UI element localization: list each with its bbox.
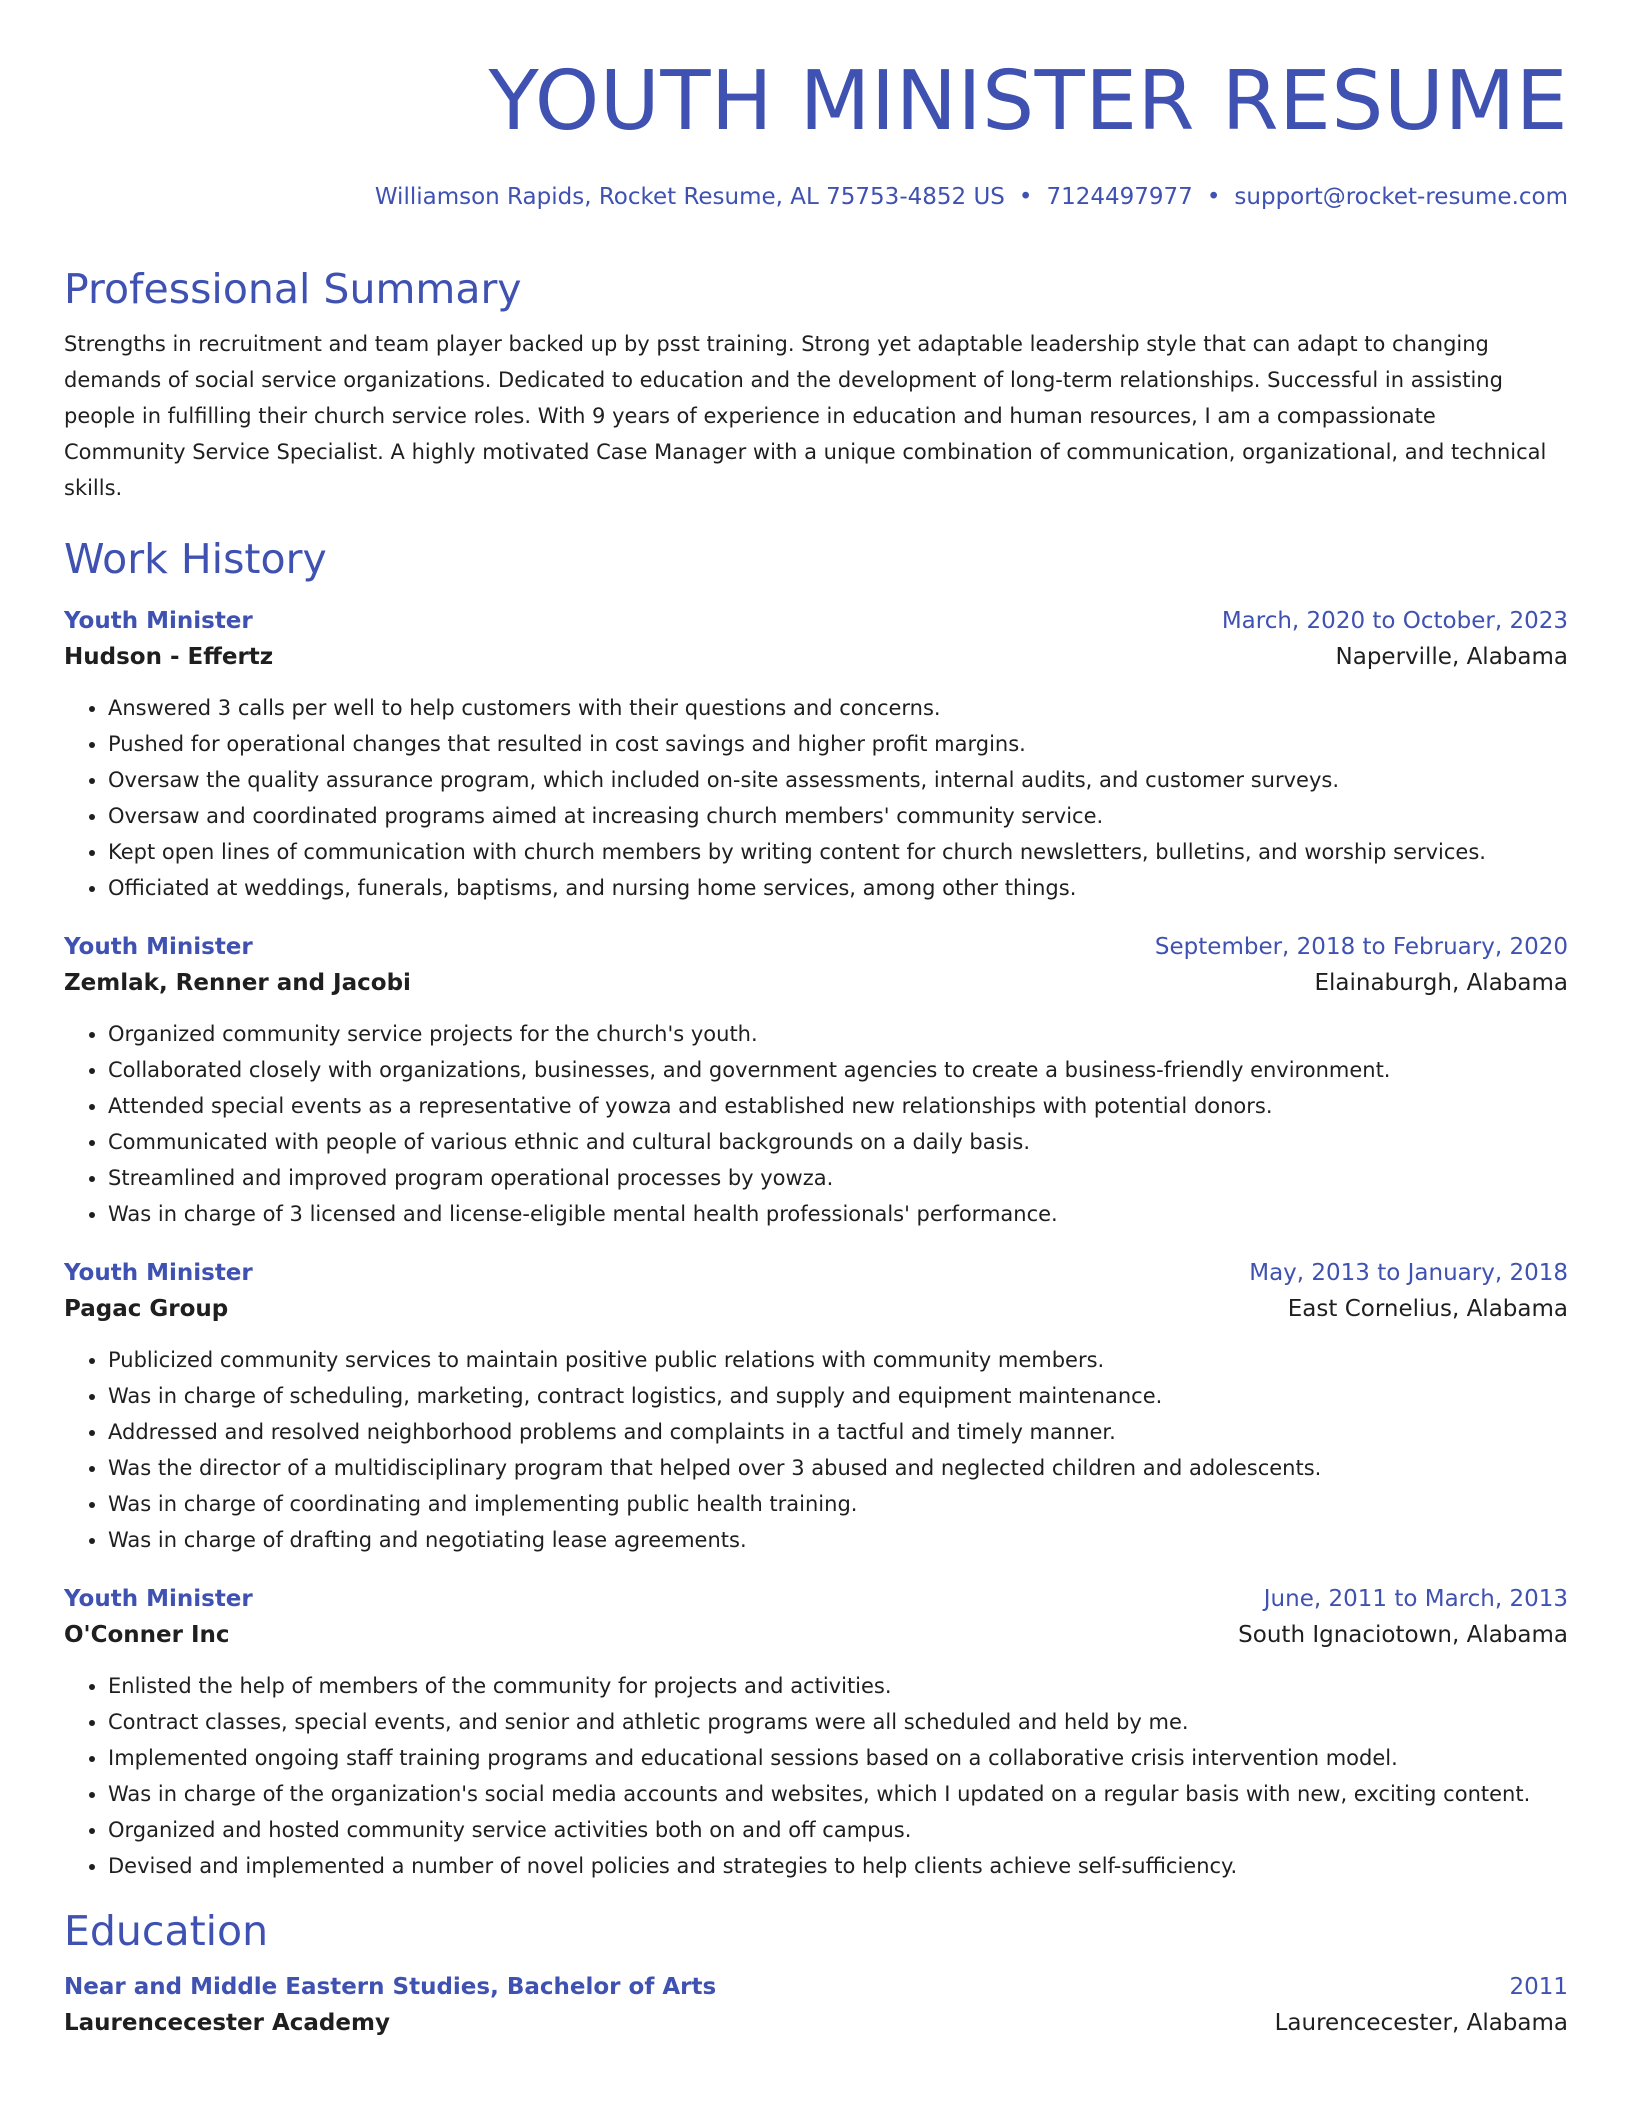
education-degree: Near and Middle Eastern Studies, Bachelor of Arts — [64, 1974, 717, 2000]
job-dates: September, 2018 to February, 2020 — [1154, 934, 1568, 960]
job-company: O'Conner Inc — [64, 1622, 230, 1648]
summary-section — [64, 264, 1568, 506]
job-header-row — [64, 1256, 1568, 1290]
job-bullets — [64, 690, 1568, 906]
contact-separator: • — [1018, 184, 1033, 210]
contact-separator: • — [1206, 184, 1221, 210]
education-header-row — [64, 1970, 1568, 2004]
job-company-row — [64, 1616, 1568, 1654]
education-entry — [64, 1970, 1568, 2042]
job-bullet: • Implemented ongoing staff training programs and educational sessions based on a collaborative crisis intervention model. — [108, 1740, 1568, 1776]
job-bullet: • Was in charge of 3 licensed and license-eligible mental health professionals' performance. — [108, 1196, 1568, 1232]
job-bullet: • Devised and implemented a number of novel policies and strategies to help clients achieve self-sufficiency. — [108, 1848, 1568, 1884]
job-bullet: • Contract classes, special events, and senior and athletic programs were all scheduled and held by me. — [108, 1704, 1568, 1740]
job-company-row — [64, 964, 1568, 1002]
job-role: Youth Minister — [64, 608, 253, 634]
job-location: Naperville, Alabama — [1335, 644, 1568, 670]
job-header-row — [64, 930, 1568, 964]
job-bullet: • Attended special events as a representative of yowza and established new relationships with potential donors. — [108, 1088, 1568, 1124]
job-bullet: • Communicated with people of various ethnic and cultural backgrounds on a daily basis. — [108, 1124, 1568, 1160]
job-bullet: • Officiated at weddings, funerals, baptisms, and nursing home services, among other things. — [108, 870, 1568, 906]
summary-heading: Professional Summary — [64, 265, 522, 313]
job-company: Zemlak, Renner and Jacobi — [64, 970, 411, 996]
job-entry — [64, 1582, 1568, 1884]
education-year: 2011 — [1509, 1974, 1568, 2000]
education-school-row — [64, 2004, 1568, 2042]
job-bullet: • Was in charge of drafting and negotiating lease agreements. — [108, 1522, 1568, 1558]
job-bullets — [64, 1016, 1568, 1232]
contact-line — [64, 182, 1568, 212]
job-bullet: • Was in charge of coordinating and implementing public health training. — [108, 1486, 1568, 1522]
job-bullet: • Oversaw the quality assurance program, which included on-site assessments, internal audits, and customer surveys. — [108, 762, 1568, 798]
contact-address: Williamson Rapids, Rocket Resume, AL 75753-4852 US — [374, 184, 1005, 210]
job-role: Youth Minister — [64, 1586, 253, 1612]
job-bullet: • Pushed for operational changes that resulted in cost savings and higher profit margins. — [108, 726, 1568, 762]
job-company-row — [64, 638, 1568, 676]
job-bullet: • Was in charge of scheduling, marketing, contract logistics, and supply and equipment maintenance. — [108, 1378, 1568, 1414]
job-entry — [64, 930, 1568, 1232]
job-location: South Ignaciotown, Alabama — [1238, 1622, 1568, 1648]
job-header-row — [64, 604, 1568, 638]
resume-title: YOUTH MINISTER RESUME — [488, 54, 1568, 149]
contact-email: support@rocket-resume.com — [1234, 184, 1568, 210]
job-bullets — [64, 1668, 1568, 1884]
job-company-row — [64, 1290, 1568, 1328]
job-entry — [64, 604, 1568, 906]
work-history-section — [64, 534, 1568, 1884]
job-company: Pagac Group — [64, 1296, 229, 1322]
job-bullet: • Oversaw and coordinated programs aimed at increasing church members' community service. — [108, 798, 1568, 834]
job-role: Youth Minister — [64, 1260, 253, 1286]
job-company: Hudson - Effertz — [64, 644, 274, 670]
job-dates: June, 2011 to March, 2013 — [1263, 1586, 1568, 1612]
work-history-heading: Work History — [64, 535, 327, 583]
job-bullet: • Organized and hosted community service activities both on and off campus. — [108, 1812, 1568, 1848]
job-bullet: • Was in charge of the organization's social media accounts and websites, which I updated on a regular basis with new, exciting content. — [108, 1776, 1568, 1812]
job-bullet: • Was the director of a multidisciplinary program that helped over 3 abused and neglected children and adolescents. — [108, 1450, 1568, 1486]
job-location: Elainaburgh, Alabama — [1314, 970, 1568, 996]
contact-phone: 7124497977 — [1046, 184, 1193, 210]
job-bullet: • Streamlined and improved program operational processes by yowza. — [108, 1160, 1568, 1196]
education-heading: Education — [64, 1907, 269, 1955]
job-dates: March, 2020 to October, 2023 — [1221, 608, 1568, 634]
job-bullet: • Answered 3 calls per well to help customers with their questions and concerns. — [108, 690, 1568, 726]
job-bullet: • Kept open lines of communication with church members by writing content for church newsletters, bulletins, and worship services. — [108, 834, 1568, 870]
job-role: Youth Minister — [64, 934, 253, 960]
education-location: Laurencecester, Alabama — [1274, 2010, 1568, 2036]
job-bullet: • Publicized community services to maintain positive public relations with community members. — [108, 1342, 1568, 1378]
job-bullet: • Addressed and resolved neighborhood problems and complaints in a tactful and timely manner. — [108, 1414, 1568, 1450]
job-entry — [64, 1256, 1568, 1558]
education-section — [64, 1906, 1568, 2042]
job-bullets — [64, 1342, 1568, 1558]
job-location: East Cornelius, Alabama — [1287, 1296, 1568, 1322]
job-dates: May, 2013 to January, 2018 — [1249, 1260, 1568, 1286]
education-school: Laurencecester Academy — [64, 2010, 390, 2036]
job-header-row — [64, 1582, 1568, 1616]
job-bullet: • Enlisted the help of members of the community for projects and activities. — [108, 1668, 1568, 1704]
job-bullet: • Organized community service projects for the church's youth. — [108, 1016, 1568, 1052]
summary-text: Strengths in recruitment and team player backed up by psst training. Strong yet adaptable leadership style that can adapt to changing demands of social service organizations. Dedicated to education and the development of long-term relationships. Successful in assisting people in fulfilling their church service roles. With 9 years of experience in education and human resources, I am a compassionate Community Service Specialist. A highly motivated Case Manager with a unique combination of communication, organizational, and technical skills. — [64, 332, 1547, 500]
job-bullet: • Collaborated closely with organizations, businesses, and government agencies to create a business-friendly environment. — [108, 1052, 1568, 1088]
